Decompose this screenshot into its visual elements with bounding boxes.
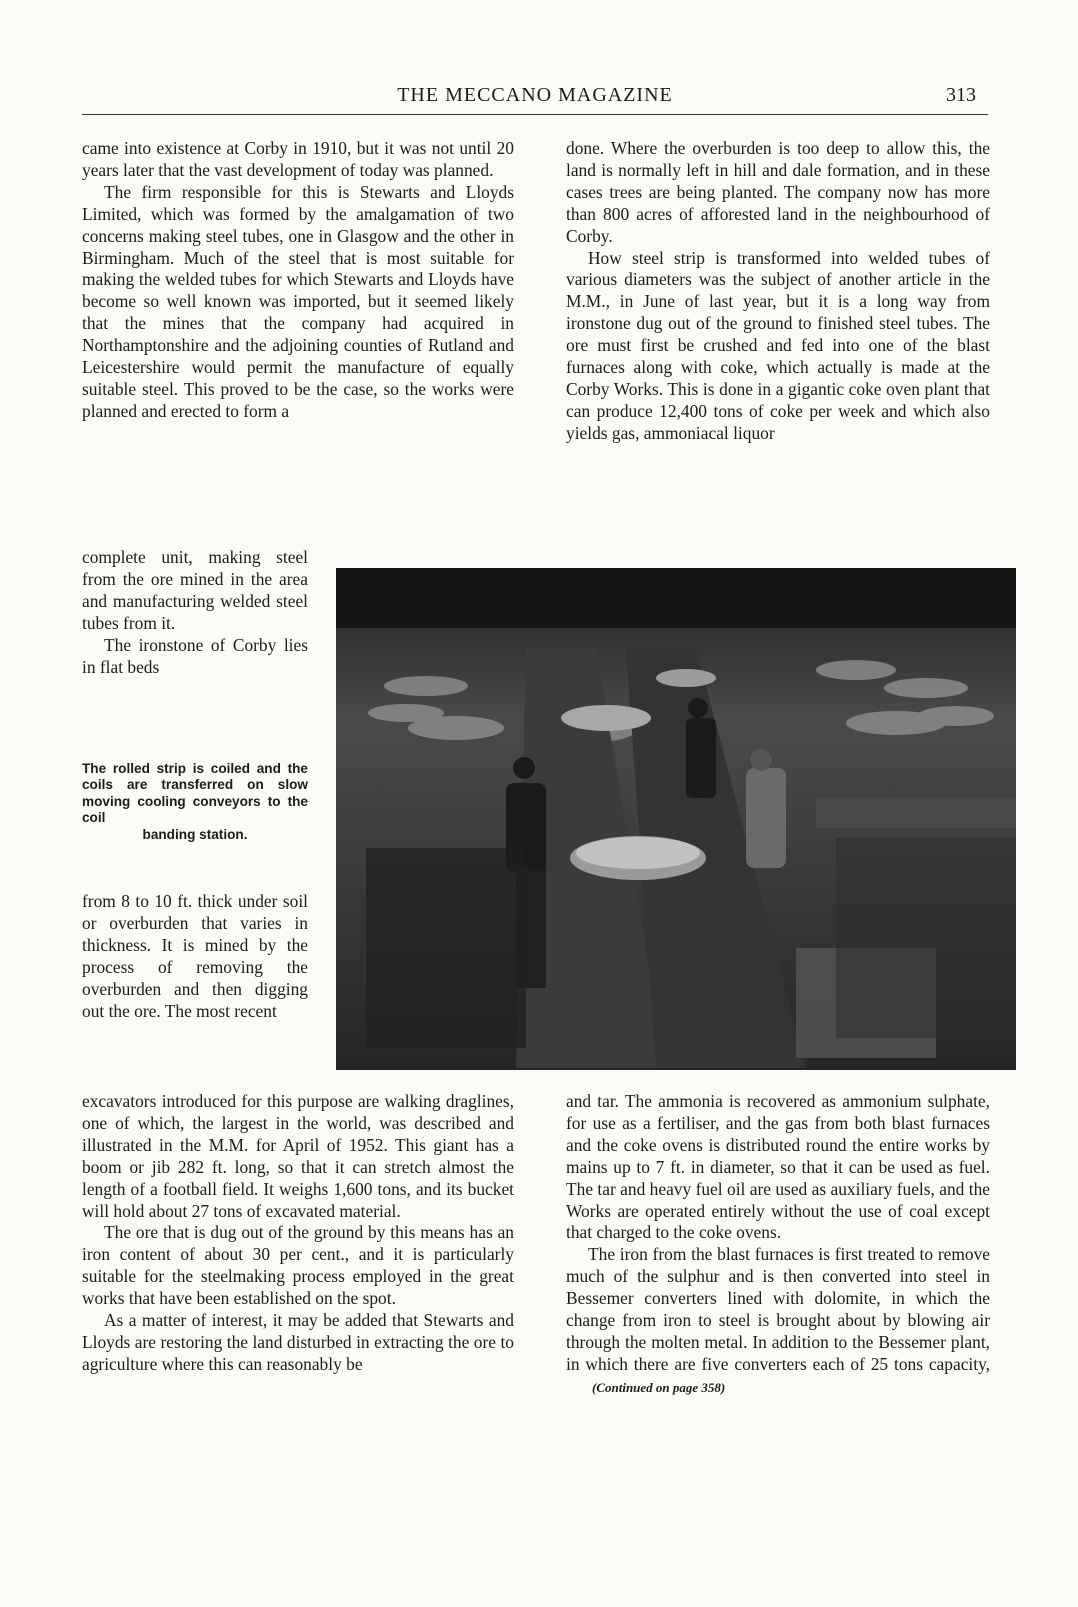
left-column-top xyxy=(82,138,514,423)
running-header xyxy=(82,84,988,115)
left-column-bottom xyxy=(82,1091,514,1376)
paragraph-text: The iron from the blast furnaces is first treated to remove much of the sulphur and is then converted into steel in Bessemer converters lined with dolomite, in which the change from iron to steel is brought about by blowing air through the molten metal. In addition to the Bessemer plant, in which there are five converters each of 25 tons capacity, xyxy=(566,1244,990,1374)
paragraph: How steel strip is transformed into welded tubes of various diameters was the subject of another article in the M.M., in June of last year, but it is a long way from ironstone dug out of the ground to finished steel tubes. The ore must first be crushed and fed into one of the blast furnaces along with coke, which actually is made at the Corby Works. This is done in a gigantic coke oven plant that can produce 12,400 tons of coke per week and which also yields gas, ammoniacal liquor xyxy=(566,247,990,443)
continued-note: (Continued on page 358) xyxy=(592,1379,726,1395)
conveyor-photo xyxy=(336,568,1016,1070)
narrow-column-lower xyxy=(82,891,308,1022)
right-column-bottom xyxy=(566,1091,990,1399)
paragraph: and tar. The ammonia is recovered as ammonium sulphate, for use as a fertiliser, and the gas from both blast furnaces and the coke ovens is distributed round the entire works by mains up to 7 ft. in diameter, so that it can be used as fuel. The tar and heavy fuel oil are used as auxiliary fuels, and the Works are operated entirely without the use of coal except that charged to the coke ovens. xyxy=(566,1091,990,1243)
paragraph: from 8 to 10 ft. thick under soil or overburden that varies in thickness. It is mined by the process of removing the overburden and then digging out the ore. The most recent xyxy=(82,891,308,1021)
paragraph: As a matter of interest, it may be added that Stewarts and Lloyds are restoring the land disturbed in extracting the ore to agriculture where this can reasonably be xyxy=(82,1310,514,1374)
paragraph: The ore that is dug out of the ground by this means has an iron content of about 30 per cent., and it is particularly suitable for the steelmaking process employed in the great works that have been established on the spot. xyxy=(82,1222,514,1309)
paragraph: The firm responsible for this is Stewarts and Lloyds Limited, which was formed by the amalgamation of two concerns making steel tubes, one in Glasgow and the other in Birmingham. Much of the steel that is most suitable for making the welded tubes for which Stewarts and Lloyds have become so well known was imported, but it seemed likely that the mines that the company had acquired in Northamptonshire and the adjoining counties of Rutland and Leicestershire would permit the manufacture of equally suitable steel. This proved to be the case, so the works were planned and erected to form a xyxy=(82,181,514,421)
paragraph: The ironstone of Corby lies in flat beds xyxy=(82,634,308,677)
narrow-column-upper xyxy=(82,547,308,678)
caption-text: The rolled strip is coiled and the coils are transferred on slow moving cooling conveyors to the coil xyxy=(82,761,308,826)
paragraph: came into existence at Corby in 1910, but it was not until 20 years later that the vast development of today was planned. xyxy=(82,138,514,180)
paragraph: excavators introduced for this purpose are walking draglines, one of which, the largest in the world, was described and illustrated in the M.M. for April of 1952. This giant has a boom or jib 282 ft. long, so that it can stretch almost the length of a football field. It weighs 1,600 tons, and its bucket will hold about 27 tons of excavated material. xyxy=(82,1091,514,1221)
paragraph xyxy=(566,1244,990,1398)
photo-caption xyxy=(82,761,308,843)
magazine-title: THE MECCANO MAGAZINE xyxy=(397,84,673,106)
page-number: 313 xyxy=(946,84,976,106)
paragraph: complete unit, making steel from the ore mined in the area and manufacturing welded steel tubes from it. xyxy=(82,547,308,633)
paragraph: done. Where the overburden is too deep to allow this, the land is normally left in hill and dale formation, and in these cases trees are being planted. The company now has more than 800 acres of afforested land in the neighbourhood of Corby. xyxy=(566,138,990,246)
conveyor-photo-image xyxy=(336,568,1016,1070)
right-column-top xyxy=(566,138,990,445)
caption-last-line: banding station. xyxy=(142,826,248,842)
